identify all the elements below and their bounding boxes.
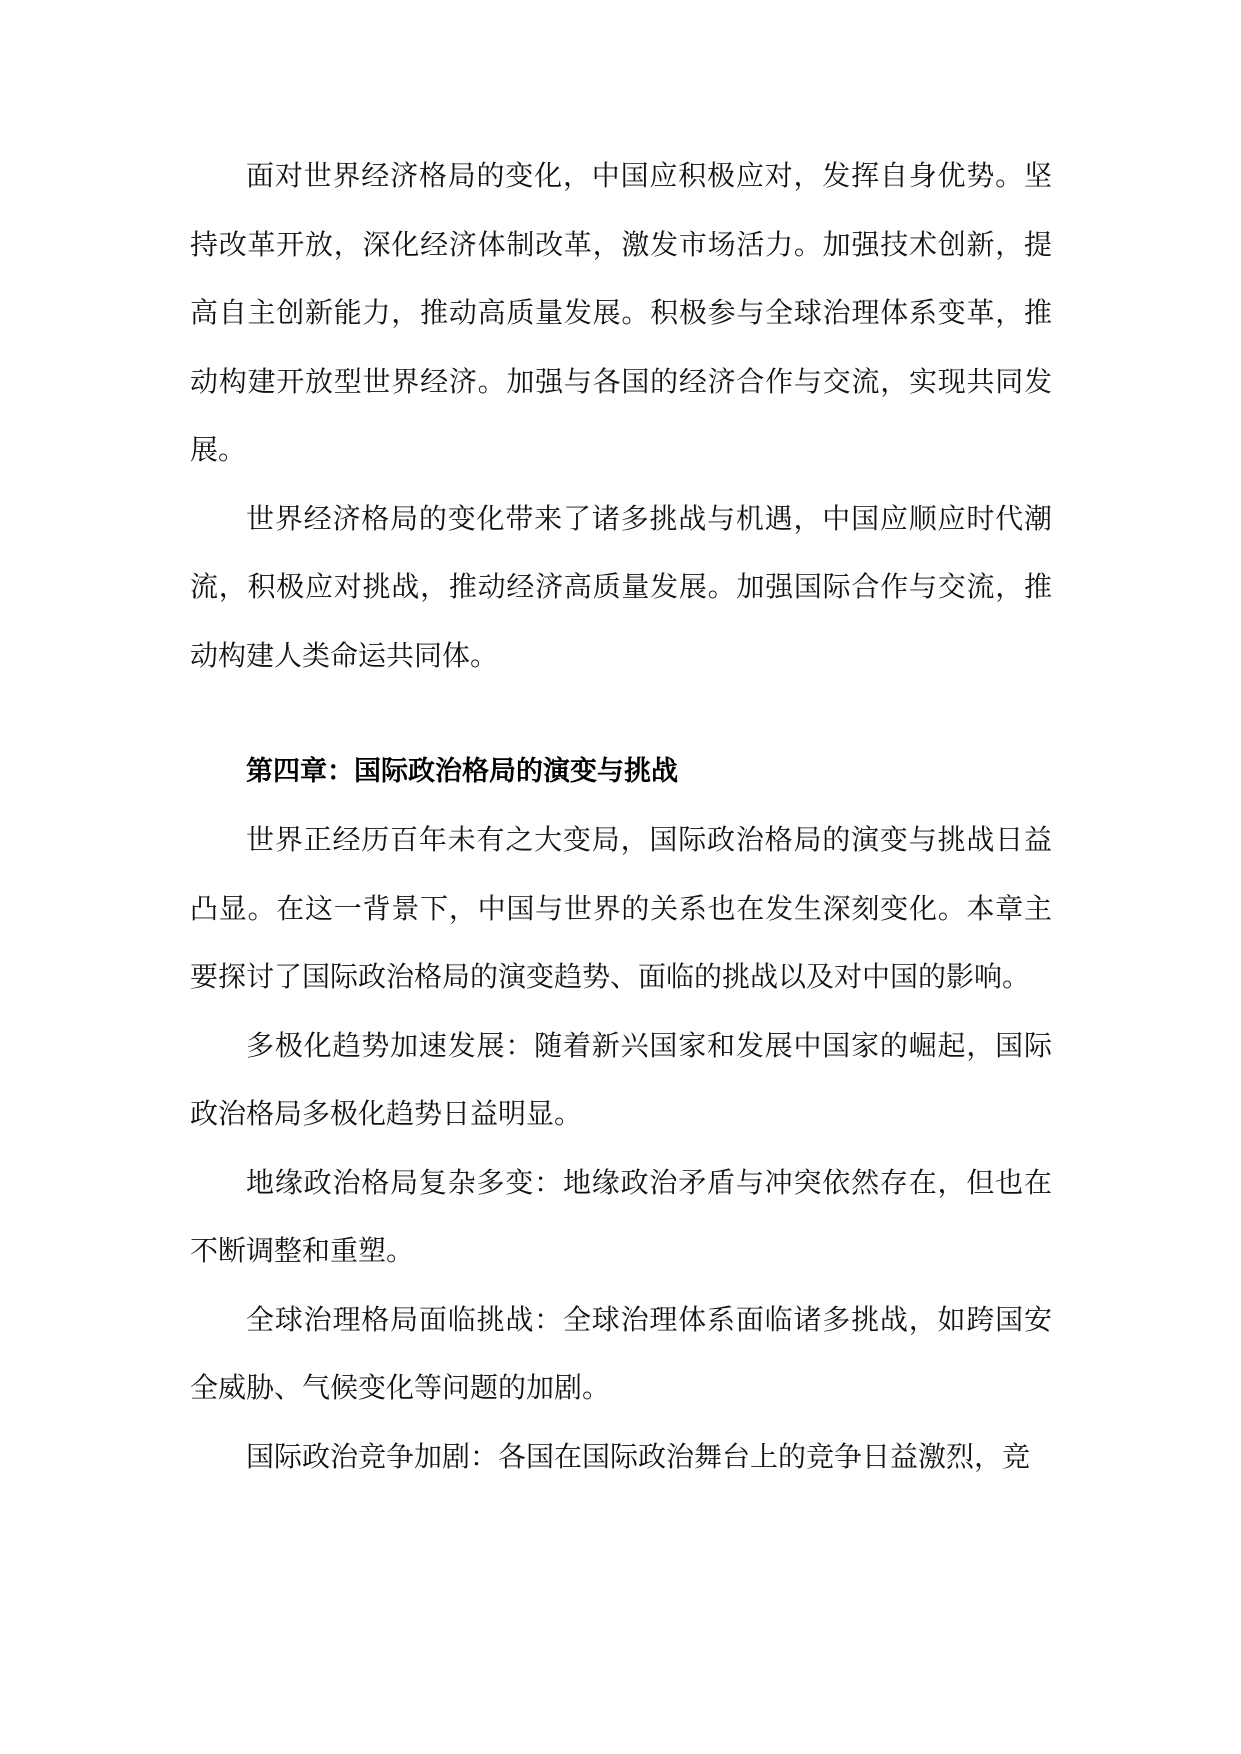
paragraph-political-competition: 国际政治竞争加剧：各国在国际政治舞台上的竞争日益激烈，竞 — [246, 1439, 1031, 1473]
paragraph-chapter-intro: 世界正经历百年未有之大变局，国际政治格局的演变与挑战日益凸显。在这一背景下，中国与世界的关系也在发生深刻变化。本章主要探讨了国际政治格局的演变趋势、面临的挑战以及对中国的影响。 — [190, 823, 1052, 993]
paragraph-multipolarity: 多极化趋势加速发展：随着新兴国家和发展中国家的崛起，国际政治格局多极化趋势日益明显。 — [190, 1028, 1052, 1130]
paragraph-challenges-opportunities: 世界经济格局的变化带来了诸多挑战与机遇，中国应顺应时代潮流，积极应对挑战，推动经济高质量发展。加强国际合作与交流，推动构建人类命运共同体。 — [190, 501, 1052, 672]
paragraph-response-strategy: 面对世界经济格局的变化，中国应积极应对，发挥自身优势。坚持改革开放，深化经济体制改革，激发市场活力。加强技术创新，提高自主创新能力，推动高质量发展。积极参与全球治理体系变革，推动构建开放型世界经济。加强与各国的经济合作与交流，实现共同发展。 — [190, 159, 1052, 466]
paragraph-global-governance: 全球治理格局面临挑战：全球治理体系面临诸多挑战，如跨国安全威胁、气候变化等问题的加剧。 — [190, 1302, 1052, 1404]
chapter-heading: 第四章：国际政治格局的演变与挑战 — [246, 756, 678, 787]
document-body — [190, 142, 1052, 1491]
paragraph-geopolitics: 地缘政治格局复杂多变：地缘政治矛盾与冲突依然存在，但也在不断调整和重塑。 — [190, 1165, 1052, 1267]
